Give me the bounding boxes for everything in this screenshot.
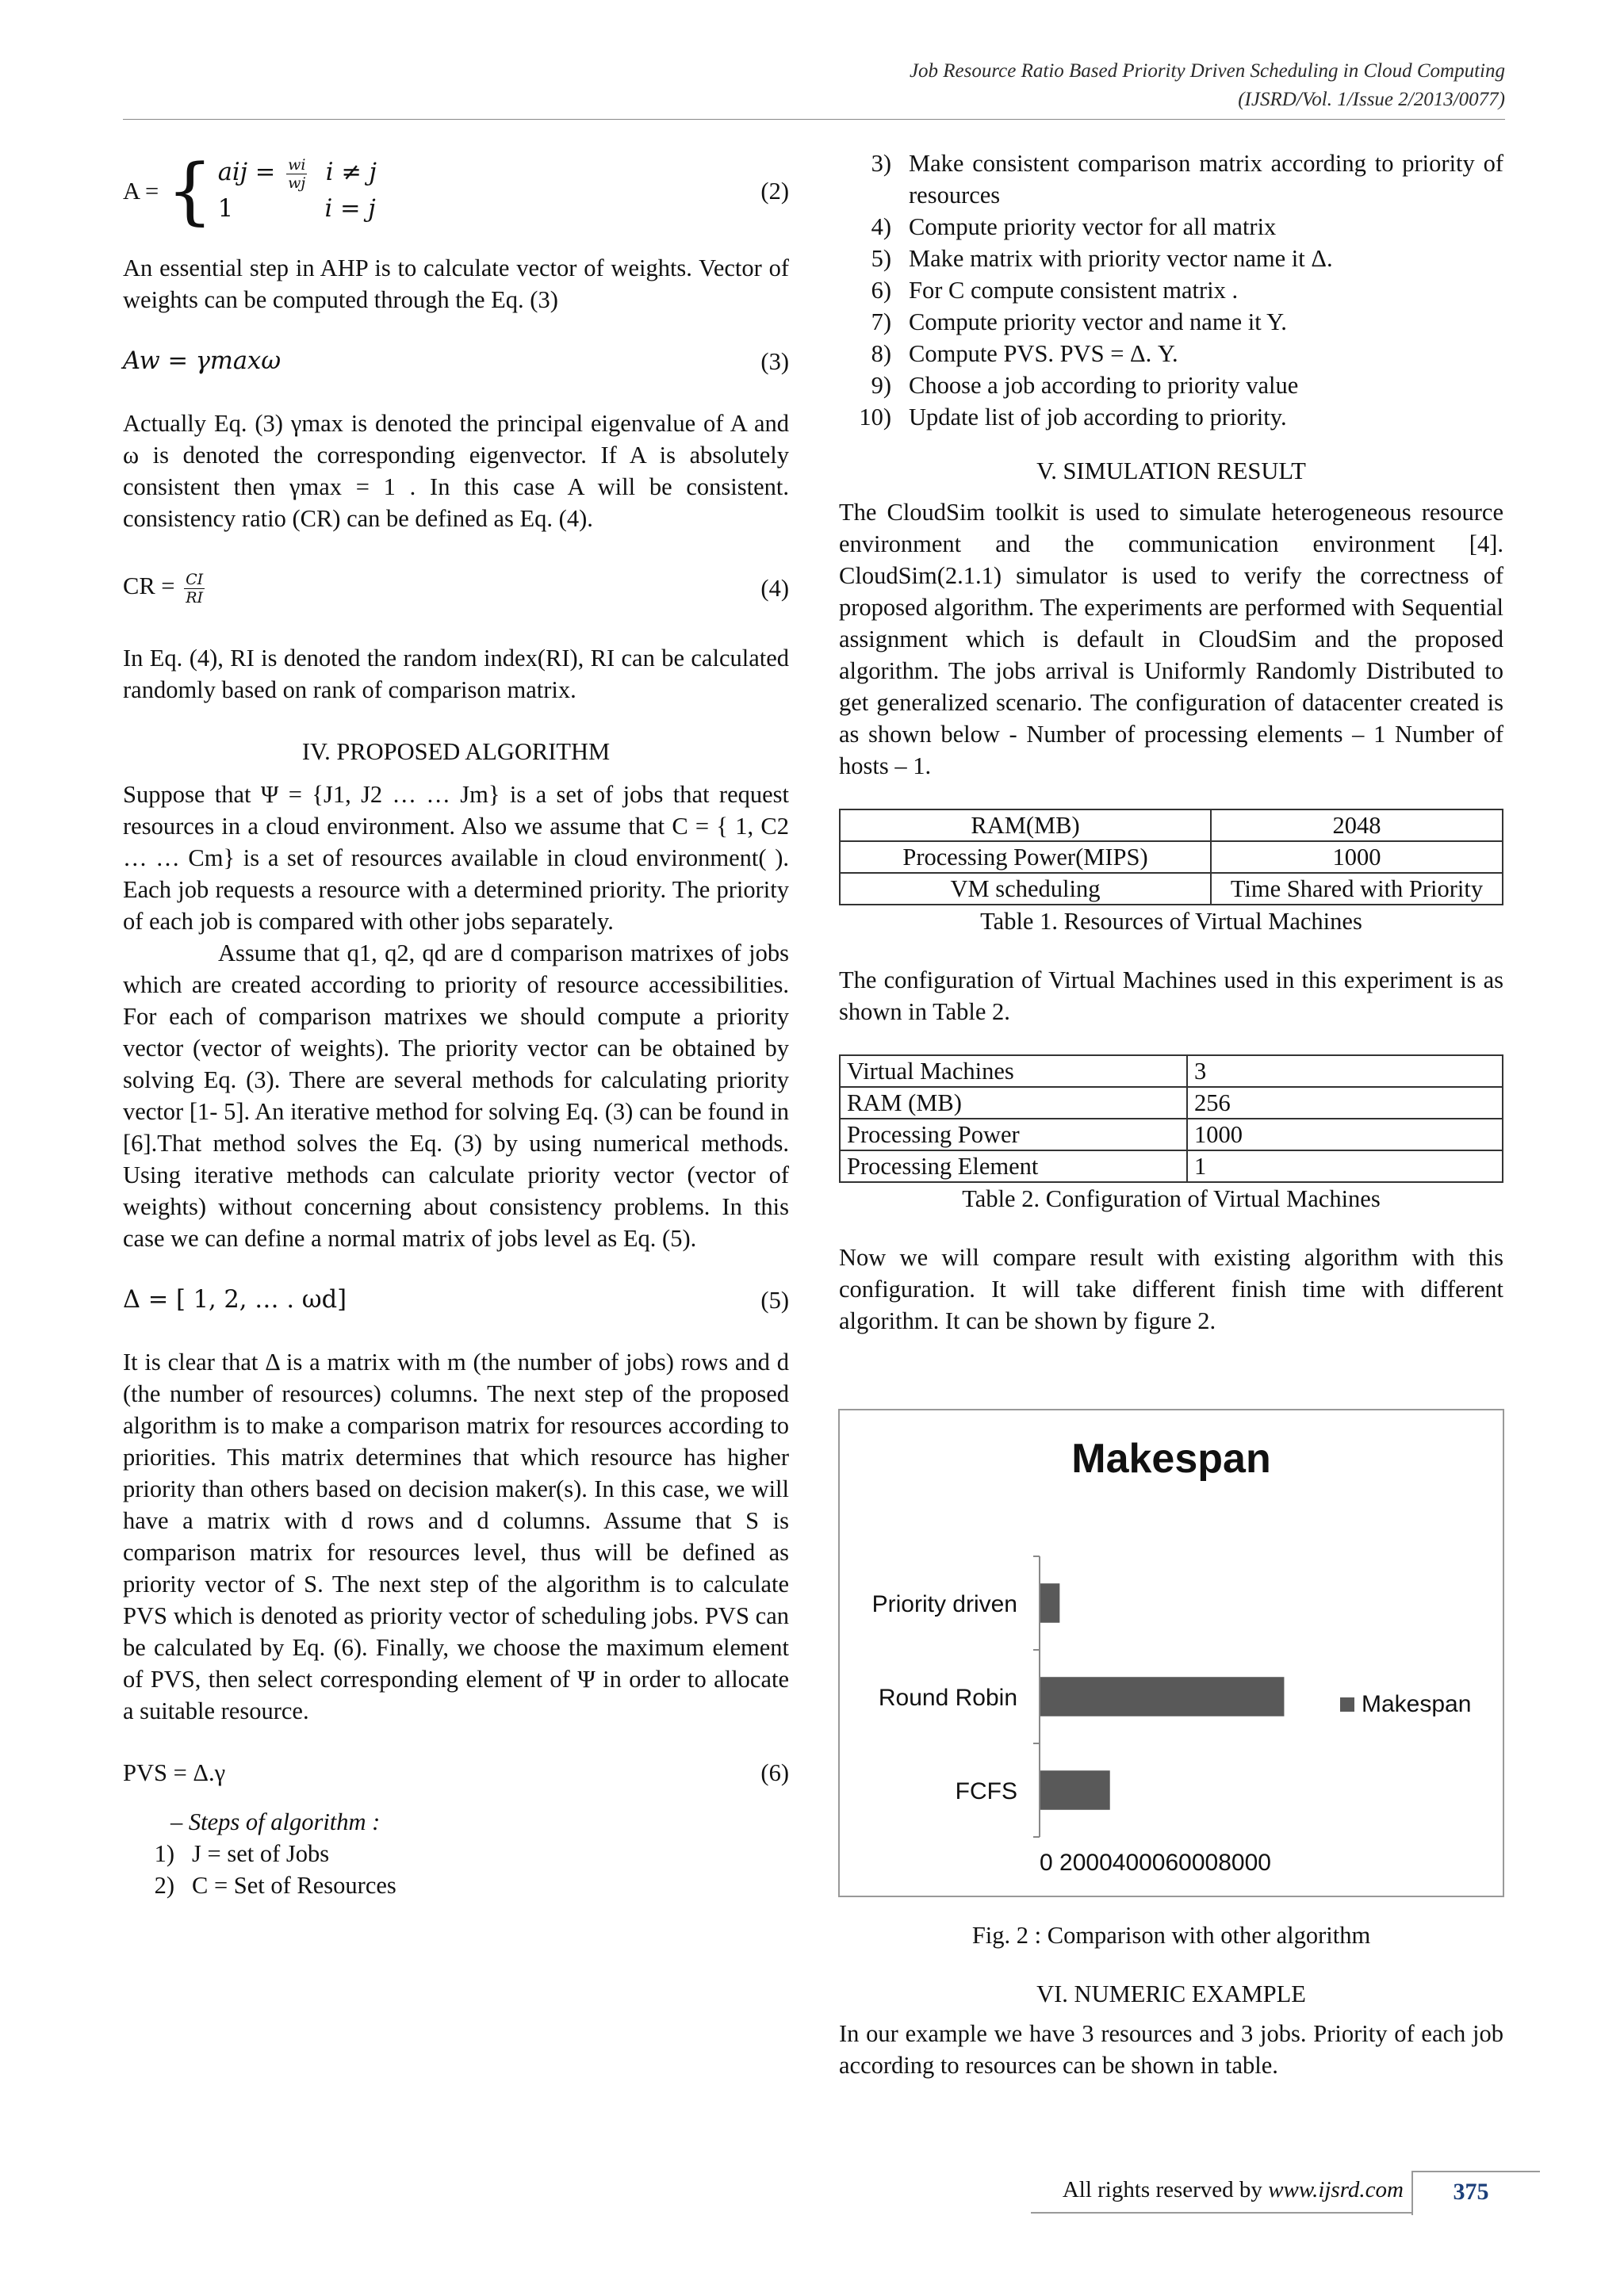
eq2-line1: aij = — [217, 159, 284, 187]
table-1-resources — [839, 809, 1503, 905]
chart-bar — [1040, 1677, 1284, 1716]
step-item — [123, 1869, 789, 1901]
step-item — [839, 243, 1503, 274]
eq5-expr: Δ = [ 1, 2, … . ωd] — [123, 1286, 347, 1314]
steps-list-left — [123, 1838, 789, 1901]
step-number: 1) — [154, 1840, 174, 1867]
eq2-fraction: $\frac{wi}{wj}$ — [288, 155, 306, 192]
step-text: Compute priority vector for all matrix — [909, 213, 1277, 240]
paragraph-eigenvalue: Actually Eq. (3) γmax is denoted the principal eigenvalue of A and ω is denoted the corresponding eigenvector. If A is absolutely consistent then γmax = 1 . In this case A will be consistent. consistency ratio (CR) can be defined as Eq. (4). — [123, 410, 789, 532]
table-cell: RAM(MB) — [840, 809, 1211, 841]
table-cell: VM scheduling — [840, 873, 1211, 905]
step-text: Compute PVS. PVS = Δ. Y. — [909, 340, 1178, 367]
table-cell: Time Shared with Priority — [1211, 873, 1503, 905]
section-heading-simulation-result: V. SIMULATION RESULT — [1036, 457, 1306, 484]
step-item — [123, 1838, 789, 1869]
step-item — [839, 211, 1503, 243]
footer-copyright: All rights reserved by www.ijsrd.com — [1062, 2177, 1404, 2202]
eq2-cond1: i ≠ j — [325, 159, 377, 187]
eq4-fraction: $\frac{CI}{RI}$ — [186, 570, 204, 607]
step-number: 2) — [154, 1872, 174, 1899]
eq2-lhs: A = — [123, 178, 159, 205]
step-number: 10) — [859, 404, 891, 430]
eq4-lhs: CR = — [123, 572, 175, 600]
paragraph-vm-configuration: The configuration of Virtual Machines used in this experiment is as shown in Table 2. — [839, 966, 1503, 1025]
eq3-number: (3) — [760, 348, 789, 375]
eq2-cond2: i = j — [324, 194, 376, 223]
step-text: J = set of Jobs — [192, 1840, 330, 1867]
legend-swatch — [1340, 1697, 1354, 1712]
right-column-lower — [839, 1919, 1503, 2081]
table-cell: 1 — [1187, 1150, 1503, 1182]
table-row — [840, 1119, 1503, 1150]
step-text: Update list of job according to priority. — [909, 404, 1287, 430]
equation-5 — [123, 1284, 789, 1316]
step-item — [839, 274, 1503, 306]
equation-3 — [123, 346, 789, 377]
step-number: 5) — [871, 245, 891, 272]
table-row — [840, 841, 1503, 873]
table-row — [840, 809, 1503, 841]
step-number: 4) — [871, 213, 891, 240]
running-header — [910, 57, 1505, 114]
chart-category-label: Priority driven — [871, 1591, 1017, 1617]
table-row — [840, 1055, 1503, 1087]
table-row — [840, 873, 1503, 905]
steps-list-right — [839, 147, 1503, 433]
table-row — [840, 1150, 1503, 1182]
step-text: Compute priority vector and name it Y. — [909, 308, 1287, 335]
step-text: Make consistent comparison matrix according to priority of resources — [909, 150, 1503, 209]
equation-6 — [123, 1757, 789, 1789]
step-text: C = Set of Resources — [192, 1872, 396, 1899]
chart-x-tick-labels: 0 2000400060008000 — [1040, 1850, 1271, 1876]
left-column — [123, 147, 789, 1901]
eq5-number: (5) — [760, 1287, 789, 1314]
table-cell: Processing Element — [840, 1150, 1187, 1182]
step-item — [839, 401, 1503, 433]
section-heading-proposed-algorithm: IV. PROPOSED ALGORITHM — [301, 738, 611, 765]
table-cell: Processing Power — [840, 1119, 1187, 1150]
paragraph-cloudsim: The CloudSim toolkit is used to simulate heterogeneous resource environment and the communication environment [4]. CloudSim(2.1.1) simulator is used to verify the correctness of proposed algorithm. The experiments are performed with Sequential assignment which is default in CloudSim and the proposed algorithm. The jobs arrival is Uniformly Randomly Distributed to get generalized scenario. The configuration of datacenter created is as shown below - Number of processing elements – 1 Number of hosts – 1. — [839, 499, 1503, 779]
equation-4 — [123, 564, 789, 612]
table-cell: 1000 — [1187, 1119, 1503, 1150]
eq2-number: (2) — [760, 178, 789, 205]
step-text: Choose a job according to priority value — [909, 372, 1299, 399]
header-title: Job Resource Ratio Based Priority Driven Scheduling in Cloud Computing — [909, 60, 1505, 82]
step-number: 3) — [871, 150, 891, 177]
chart-bar — [1040, 1770, 1110, 1810]
header-rule — [123, 119, 1505, 120]
table-row — [840, 1087, 1503, 1119]
paragraph-compare-result: Now we will compare result with existing algorithm with this configuration. It will take different finish time with different algorithm. It can be shown by figure 2. — [839, 1244, 1503, 1334]
steps-title: – Steps of algorithm : — [170, 1808, 381, 1835]
table-cell: 2048 — [1211, 809, 1503, 841]
step-text: Make matrix with priority vector name it Δ. — [909, 245, 1333, 272]
equation-2 — [123, 147, 789, 235]
page-number: 375 — [1453, 2179, 1489, 2205]
makespan-chart-svg — [840, 1410, 1503, 1896]
table-cell: 256 — [1187, 1087, 1503, 1119]
table-cell: Virtual Machines — [840, 1055, 1187, 1087]
chart-category-label: Round Robin — [878, 1685, 1017, 1711]
table-cell: 3 — [1187, 1055, 1503, 1087]
legend-label: Makespan — [1362, 1691, 1472, 1717]
paragraph-comparison-matrixes: Assume that q1, q2, qd are d comparison matrixes of jobs which are created according to priority of resource accessibilities. For each of comparison matrixes we should compute a priority vector (vector of weights). The priority vector can be obtained by solving Eq. (3). There are several methods for calculating priority vector [1- 5]. An iterative method for solving Eq. (3) can be found in [6].That method solves the Eq. (3) by using numerical methods. Using iterative methods can calculate priority vector (vector of weights) without concerning about consistency problems. In this case we can define a normal matrix of jobs level as Eq. (5). — [123, 939, 789, 1252]
step-text: For C compute consistent matrix . — [909, 277, 1239, 304]
eq6-number: (6) — [760, 1759, 789, 1786]
step-item — [839, 147, 1503, 211]
step-number: 9) — [871, 372, 891, 399]
eq3-expr: Aw = γmaxω — [123, 347, 282, 375]
paragraph-weights: An essential step in AHP is to calculate vector of weights. Vector of weights can be computed through the Eq. (3) — [123, 254, 789, 313]
chart-title: Makespan — [1071, 1436, 1271, 1482]
paragraph-jobs-definition: Suppose that Ψ = {J1, J2 … … Jm} is a set of jobs that request resources in a cloud environment. Also we assume that C = { 1, C2 … … Cm} is a set of resources available in cloud environment( ). Each job requests a resource with a determined priority. The priority of each job is compared with other jobs separately. — [123, 781, 789, 935]
step-number: 8) — [871, 340, 891, 367]
header-journal: (IJSRD/Vol. 1/Issue 2/2013/0077) — [1238, 89, 1505, 110]
chart-bar — [1040, 1583, 1059, 1623]
eq2-brace: { — [167, 148, 213, 233]
step-item — [839, 338, 1503, 369]
step-item — [839, 369, 1503, 401]
paragraph-delta-matrix: It is clear that Δ is a matrix with m (the number of jobs) rows and d (the number of resources) columns. The next step of the proposed algorithm is to make a comparison matrix for resources according to priorities. This matrix determines that which resource has higher priority than others based on decision maker(s). In this case, we will have a matrix with d rows and d columns. Assume that S is comparison matrix for resources level, thus will be defined as priority vector of S. The next step of the algorithm is to calculate PVS which is denoted as priority vector of scheduling jobs. PVS can be calculated by Eq. (6). Finally, we choose the maximum element of PVS, then select corresponding element of Ψ in order to allocate a suitable resource. — [123, 1349, 789, 1724]
table-2-caption: Table 2. Configuration of Virtual Machines — [962, 1185, 1381, 1212]
right-column — [839, 147, 1503, 1337]
footer-site-link[interactable]: www.ijsrd.com — [1268, 2177, 1404, 2202]
table-2-vm-configuration — [839, 1054, 1503, 1183]
section-heading-numeric-example: VI. NUMERIC EXAMPLE — [1036, 1980, 1306, 2007]
makespan-chart — [838, 1409, 1504, 1897]
paragraph-random-index: In Eq. (4), RI is denoted the random index(RI), RI can be calculated randomly based on rank of comparison matrix. — [123, 645, 789, 703]
eq4-number: (4) — [760, 575, 789, 602]
eq2-line2: 1 — [217, 194, 234, 223]
table-cell: RAM (MB) — [840, 1087, 1187, 1119]
paragraph-numeric-example: In our example we have 3 resources and 3 jobs. Priority of each job according to resources can be shown in table. — [839, 2020, 1503, 2079]
eq6-expr: PVS = Δ.γ — [123, 1759, 226, 1786]
table-cell: 1000 — [1211, 841, 1503, 873]
step-number: 7) — [871, 308, 891, 335]
chart-category-label: FCFS — [955, 1778, 1017, 1804]
step-item — [839, 306, 1503, 338]
table-cell: Processing Power(MIPS) — [840, 841, 1211, 873]
step-number: 6) — [871, 277, 891, 304]
footer-rule — [1031, 2212, 1411, 2214]
table-1-caption: Table 1. Resources of Virtual Machines — [980, 908, 1362, 935]
figure-2-caption: Fig. 2 : Comparison with other algorithm — [971, 1922, 1371, 1949]
